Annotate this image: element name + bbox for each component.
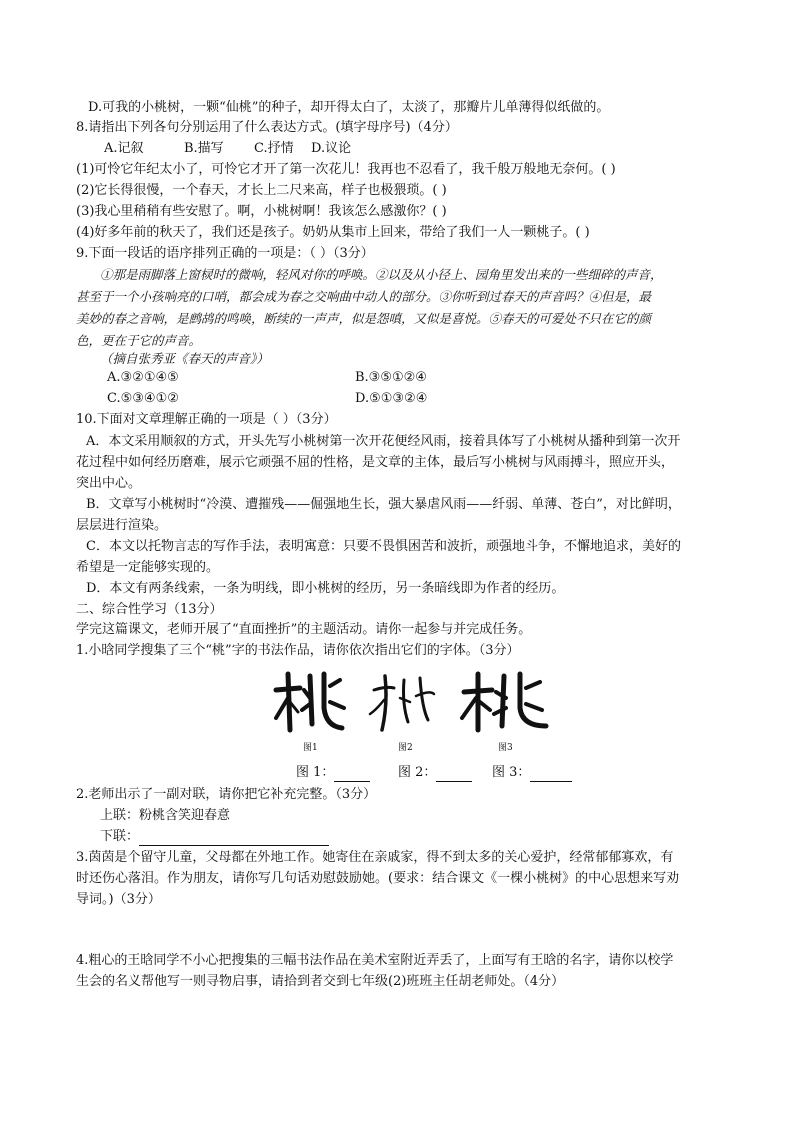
task3-stem: 时还伤心落泪。作为朋友，请你写几句话劝慰鼓励她。(要求：结合课文《一棵小桃树》的中心思想来写劝 (76, 871, 680, 886)
section2-intro: 学完这篇课文，老师开展了“直面挫折”的主题活动。请你一起参与并完成任务。 (76, 622, 532, 637)
couplet-lower-label: 下联： (100, 829, 140, 844)
figure-caption-3: 图3 (498, 743, 513, 753)
figure-caption-2: 图2 (398, 743, 413, 753)
q9-passage-line: 色，更在于它的声音。 (76, 333, 202, 348)
task2-stem: 2.老师出示了一副对联，请你把它补充完整。（3分） (76, 787, 377, 802)
q8-item-1: (1)可怜它年纪太小了，可怜它才开了第一次花儿！我再也不忍看了，我千般万般地无奈何。( ) (76, 162, 616, 177)
calligraphy-image-3 (462, 674, 546, 730)
fig2-answer (398, 764, 472, 782)
fig3-answer-label: 图 3： (492, 765, 531, 780)
q9-passage-line: ①那是雨脚落上窗棂时的微响，轻风对你的呼唤。②以及从小径上、园角里发出来的一些细碎的声音， (100, 267, 663, 282)
q9-option-a: A.③②①④⑤ (107, 370, 179, 385)
q8-option-d: D.议论 (311, 141, 352, 156)
q8-stem: 8.请指出下列各句分别运用了什么表达方式。(填字母序号)（4分） (76, 120, 458, 135)
calligraphy-figures (270, 668, 560, 738)
section2-title: 二、综合性学习（13分） (76, 602, 223, 617)
calligraphy-image-2 (370, 676, 434, 730)
q10-option-b: 层层进行渲染。 (76, 518, 168, 533)
q10-option-c: 希望是一定能够实现的。 (76, 560, 220, 575)
q9-option-d: D.⑤①③②④ (355, 391, 428, 406)
q8-option-c: C.抒情 (254, 141, 294, 156)
q10-option-d: D．本文有两条线索，一条为明线，即小桃树的经历，另一条暗线即为作者的经历。 (86, 581, 565, 596)
q8-option-a: A.记叙 (104, 141, 144, 156)
fig2-answer-blank[interactable] (436, 767, 472, 782)
task4-stem: 生会的名义帮他写一则寻物启事，请拾到者交到七年级(2)班班主任胡老师处。（4分） (76, 974, 565, 989)
q10-option-c: C．本文以托物言志的写作手法，表明寓意：只要不畏惧困苦和波折，顽强地斗争，不懈地追求，美好的 (86, 539, 681, 554)
task3-stem: 3.茵茵是个留守儿童，父母都在外地工作。她寄住在亲戚家，得不到太多的关心爱护，经常郁郁寡欢，有 (76, 850, 674, 865)
fig1-answer (296, 764, 370, 782)
q8-option-b: B.描写 (184, 141, 224, 156)
q9-passage-line: 甚至于一个小孩响亮的口哨，都会成为春之交响曲中动人的部分。③你听到过春天的声音吗？④但是，最 (76, 289, 652, 304)
q7-option-d: D.可我的小桃树，一颗“仙桃”的种子，却开得太白了，太淡了，那瓣片儿单薄得似纸做的。 (88, 100, 610, 115)
couplet-lower-blank[interactable] (139, 831, 329, 846)
fig3-answer (492, 764, 572, 782)
figure-caption-1: 图1 (303, 743, 318, 753)
q8-item-3: (3)我心里稍稍有些安慰了。啊，小桃树啊！我该怎么感激你？( ) (76, 204, 447, 219)
q8-item-4: (4)好多年前的秋天了，我们还是孩子。奶奶从集市上回来，带给了我们一人一颗桃子。( ) (76, 225, 590, 240)
q10-option-a: A．本文采用顺叙的方式，开头先写小桃树第一次开花便经风雨，接着具体写了小桃树从播种到第一次开 (86, 434, 681, 449)
q10-stem: 10.下面对文章理解正确的一项是（ ）（3分） (76, 412, 337, 427)
task4-stem: 4.粗心的王晗同学不小心把搜集的三幅书法作品在美术室附近弄丢了，上面写有王晗的名字，请你以校学 (76, 953, 674, 968)
calligraphy-image-1 (276, 674, 344, 730)
task3-stem: 导词。)（3分） (76, 892, 161, 907)
fig2-answer-label: 图 2： (398, 765, 437, 780)
q10-option-a: 突出中心。 (76, 476, 142, 491)
fig1-answer-label: 图 1： (296, 765, 335, 780)
q10-option-b: B．文章写小桃树时“冷漠、遭摧残——倔强地生长，强大暴虐风雨——纤弱、单薄、苍白”，对比鲜明， (86, 497, 681, 512)
q9-source: （摘自张秀亚《春天的声音》） (100, 351, 269, 366)
q9-option-b: B.③⑤①②④ (355, 370, 427, 385)
task1-stem: 1.小晗同学搜集了三个“桃”字的书法作品，请你依次指出它们的字体。（3分） (76, 643, 520, 658)
q9-option-c: C.⑤③④①② (107, 391, 179, 406)
couplet-lower (100, 828, 329, 846)
q9-stem: 9.下面一段话的语序排列正确的一项是：（ ）（3分） (76, 246, 374, 261)
fig3-answer-blank[interactable] (530, 767, 572, 782)
calligraphy-peach-figures (270, 668, 560, 738)
fig1-answer-blank[interactable] (334, 767, 370, 782)
couplet-upper: 上联：粉桃含笑迎春意 (100, 808, 231, 823)
q10-option-a: 花过程中如何经历磨难，展示它顽强不屈的性格，是文章的主体，最后写小桃树与风雨搏斗，照应开头， (76, 455, 675, 470)
q8-item-2: (2)它长得很慢，一个春天，才长上二尺来高，样子也极猥琐。( ) (76, 183, 447, 198)
q9-passage-line: 美妙的春之音响，是鹧鸪的鸣唤，断续的一声声，似是怨嗔，又似是喜悦。⑤春天的可爱处不只在它的颜 (76, 311, 652, 326)
